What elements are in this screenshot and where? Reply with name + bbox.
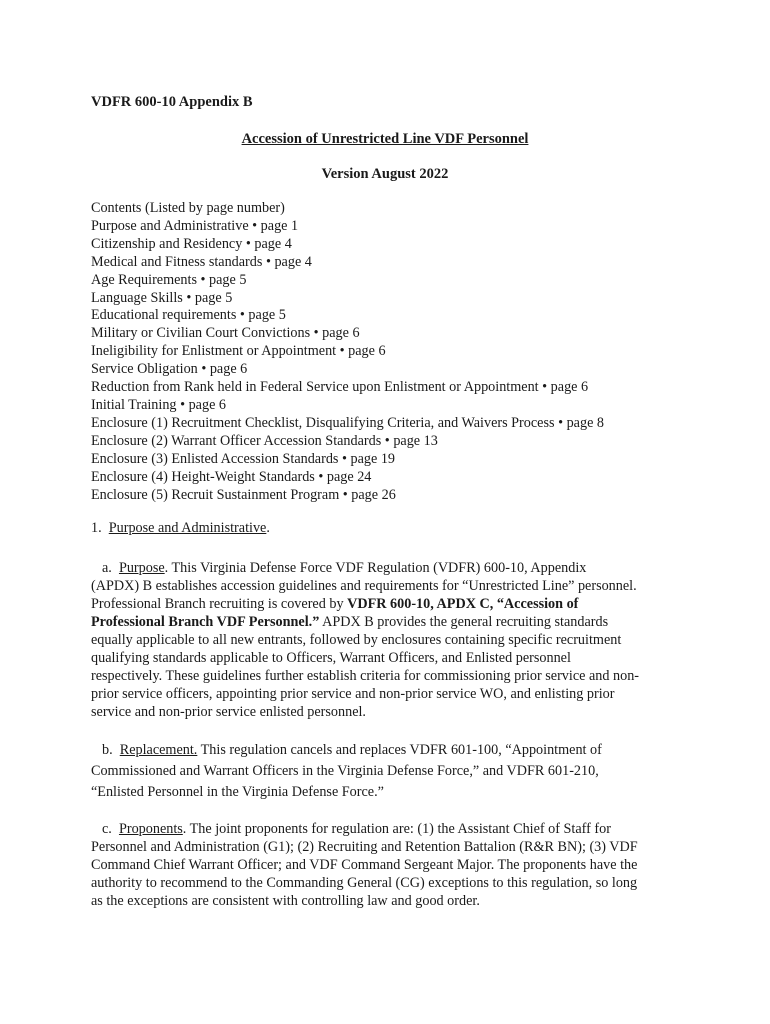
paragraph-line: Commissioned and Warrant Officers in the Virginia Defense Force,” and VDFR 601-210, [91,763,599,779]
paragraph-proponents [91,820,691,910]
paragraph-label: b. [102,742,113,758]
contents-item: Age Requirements • page 5 [91,271,247,288]
paragraph-label: a. [102,560,112,576]
contents-item: Service Obligation • page 6 [91,361,248,378]
paragraph-line: qualifying standards applicable to Officers, Warrant Officers, and Enlisted personnel [91,650,571,666]
table-of-contents [91,200,604,504]
contents-item: Ineligibility for Enlistment or Appointment • page 6 [91,343,386,360]
paragraph-line [91,595,691,613]
paragraph-heading: Proponents [118,821,183,837]
contents-item: Citizenship and Residency • page 4 [91,235,292,252]
paragraph-line: authority to recommend to the Commanding General (CG) exceptions to this regulation, so long [91,875,638,891]
paragraph-line: respectively. These guidelines further establish criteria for commissioning prior service and non- [91,668,640,684]
section-title-suffix: . [266,520,270,536]
paragraph-line [91,740,691,761]
paragraph-line: (APDX) B establishes accession guidelines and requirements for “Unrestricted Line” personnel. [91,578,637,594]
section-number: 1. [91,520,102,536]
paragraph-line [91,613,691,631]
contents-heading: Contents (Listed by page number) [91,200,285,216]
paragraph-text: Professional Branch recruiting is covered by [91,596,348,612]
contents-item: Initial Training • page 6 [91,396,227,413]
section-title: Purpose and Administrative [108,520,267,536]
contents-item: Medical and Fitness standards • page 4 [91,253,312,270]
contents-item: Educational requirements • page 5 [91,307,286,324]
paragraph-line: service and non-prior service enlisted personnel. [91,704,366,720]
paragraph-line: “Enlisted Personnel in the Virginia Defense Force.” [91,784,384,800]
document-id: VDFR 600-10 Appendix B [91,94,253,110]
document-title: Accession of Unrestricted Line VDF Personnel [241,131,529,147]
section-1-heading [91,520,270,537]
paragraph-text: . This Virginia Defense Force VDF Regulation (VDFR) 600-10, Appendix [164,560,587,576]
contents-item: Enclosure (3) Enlisted Accession Standards • page 19 [91,450,396,467]
contents-item: Reduction from Rank held in Federal Service upon Enlistment or Appointment • page 6 [91,379,589,396]
contents-item: Enclosure (2) Warrant Officer Accession Standards • page 13 [91,432,438,449]
paragraph-replacement [91,740,691,803]
reference-bold: VDFR 600-10, APDX C, “Accession of [347,596,579,612]
contents-item: Language Skills • page 5 [91,289,233,306]
contents-item: Military or Civilian Court Convictions • page 6 [91,325,360,342]
contents-item: Enclosure (1) Recruitment Checklist, Disqualifying Criteria, and Waivers Process • page 8 [91,414,605,431]
paragraph-line: as the exceptions are consistent with controlling law and good order. [91,893,480,909]
paragraph-text: . The joint proponents for regulation are: (1) the Assistant Chief of Staff for [182,821,611,837]
contents-item: Purpose and Administrative • page 1 [91,217,299,234]
paragraph-heading: Replacement. [119,742,198,758]
paragraph-line: equally applicable to all new entrants, followed by enclosures containing specific recruitment [91,632,622,648]
paragraph-line [91,559,691,577]
reference-bold: Professional Branch VDF Personnel.” [91,614,320,630]
paragraph-text: APDX B provides the general recruiting standards [319,614,609,630]
paragraph-heading: Purpose [118,560,165,576]
paragraph-line: prior service officers, appointing prior service and non-prior service WO, and enlisting prior [91,686,615,702]
paragraph-text: This regulation cancels and replaces VDFR 601-100, “Appointment of [197,742,602,758]
paragraph-purpose [91,559,691,721]
contents-item: Enclosure (5) Recruit Sustainment Program • page 26 [91,486,396,503]
paragraph-label: c. [102,821,112,837]
paragraph-line: Command Chief Warrant Officer; and VDF Command Sergeant Major. The proponents have the [91,857,638,873]
paragraph-line: Personnel and Administration (G1); (2) Recruiting and Retention Battalion (R&R BN); (3) VDF [91,839,638,855]
contents-item: Enclosure (4) Height-Weight Standards • page 24 [91,468,372,485]
paragraph-line [91,820,691,838]
document-version: Version August 2022 [321,166,449,182]
